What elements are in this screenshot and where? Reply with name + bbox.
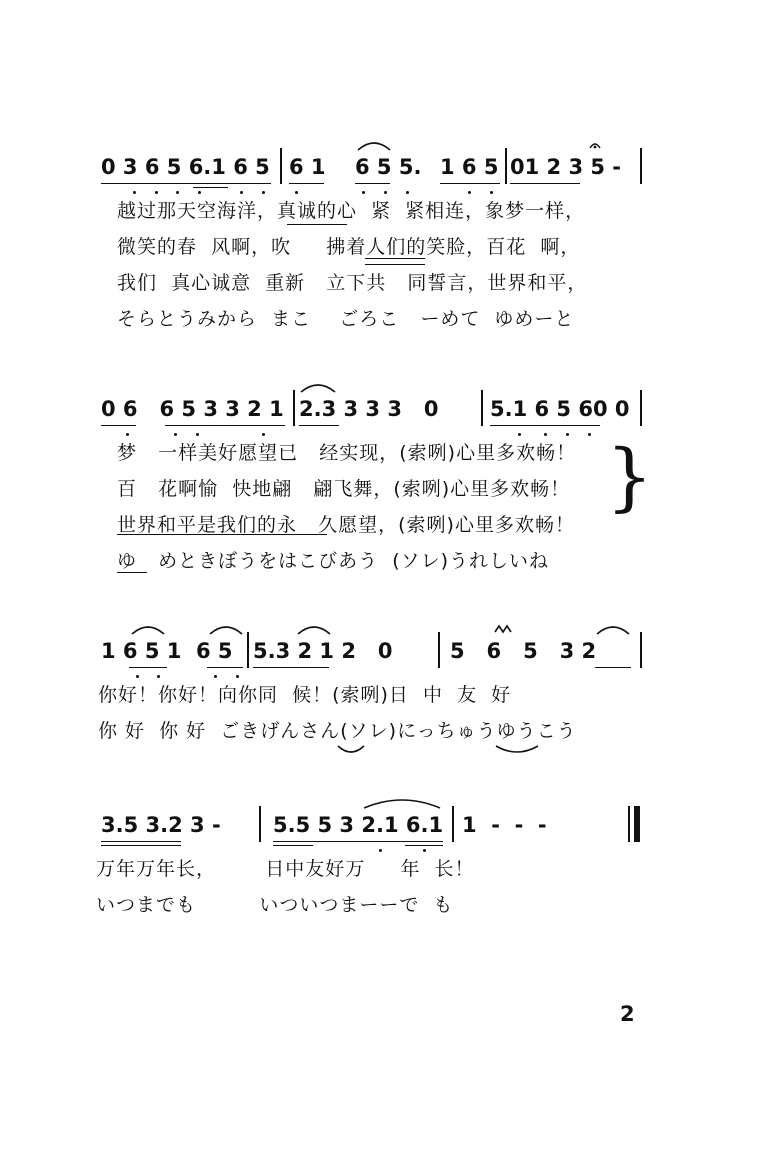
measure-notes: 0 3 6 5 6.1 6 5 — [101, 155, 270, 179]
lyric-line-4: ゆ めときぼうをはこびあう (ソレ)うれしいね — [117, 550, 550, 572]
measure-notes: 2.3 3 3 3 0 — [299, 397, 439, 421]
duration-underline — [289, 183, 324, 184]
page-number: 2 — [620, 1002, 635, 1026]
duration-underline — [595, 667, 631, 668]
notation-row — [0, 808, 771, 842]
duration-underline — [273, 845, 313, 846]
duration-underline — [193, 187, 228, 188]
final-barline — [634, 806, 640, 842]
lyric-line-1: 万年万年长， 日中友好万 年 长！ — [96, 858, 475, 880]
measure-notes: 6 5 5. — [355, 155, 422, 179]
octave-dot — [379, 849, 382, 852]
octave-dot — [566, 433, 569, 436]
duration-underline — [101, 841, 181, 842]
octave-dot — [126, 433, 129, 436]
duration-underline — [299, 425, 339, 426]
trill-mark — [494, 624, 514, 634]
duration-underline — [165, 425, 285, 426]
octave-dot — [240, 191, 243, 194]
fermata-mark — [588, 140, 602, 150]
octave-dot — [295, 191, 298, 194]
measure-notes: 3.5 3.2 3 - — [101, 813, 221, 837]
octave-dot — [196, 433, 199, 436]
octave-dot — [544, 433, 547, 436]
word-extension-line — [365, 264, 425, 265]
lyric-line-3: 我们 真心诚意 重新 立下共 同誓言，世界和平， — [117, 272, 588, 294]
octave-dot — [174, 433, 177, 436]
lyric-line-2: いつまでも いついつまーーで も — [96, 894, 454, 916]
barline — [438, 632, 440, 668]
lyric-line-1: 越过那天空海洋，真诚的心 紧 紧相连，象梦一样， — [117, 200, 586, 222]
notation-row — [0, 392, 771, 426]
barline — [640, 632, 642, 668]
slur — [130, 622, 166, 636]
octave-dot — [468, 191, 471, 194]
barline — [247, 632, 249, 668]
lyric-line-3: 世界和平是我们的永 久愿望，(索咧)心里多欢畅！ — [117, 514, 575, 536]
syllable-tie — [494, 744, 540, 756]
octave-dot — [362, 191, 365, 194]
duration-underline — [101, 425, 136, 426]
octave-dot — [157, 675, 160, 678]
measure-notes: 5.5 5 3 2.1 6.1 — [273, 813, 444, 837]
measure-notes: 5.3 2 1 2 0 — [253, 639, 393, 663]
octave-dot — [133, 191, 136, 194]
duration-underline — [101, 183, 271, 184]
lyric-line-1: 梦 一样美好愿望已 经实现，(索咧)心里多欢畅！ — [117, 442, 577, 464]
octave-dot — [384, 191, 387, 194]
lyric-line-2: 微笑的春 风啊，吹 拂着人们的笑脸，百花 啊， — [117, 236, 581, 258]
duration-underline — [490, 425, 600, 426]
barline — [280, 148, 282, 184]
barline — [628, 806, 630, 842]
measure-notes: 1 6 5 — [440, 155, 499, 179]
word-extension-line — [287, 224, 347, 225]
duration-underline — [129, 667, 167, 668]
slur — [595, 622, 631, 636]
octave-dot — [236, 675, 239, 678]
measure-notes: 01 2 3 5 - — [510, 155, 622, 179]
octave-dot — [214, 675, 217, 678]
lyric-line-2: 你 好 你 好 ごきげんさん(ソレ)にっちゅうゆうこう — [98, 720, 577, 742]
barline — [259, 806, 261, 842]
octave-dot — [198, 191, 201, 194]
measure-notes: 1 - - - — [462, 813, 547, 837]
verse-brace: } — [606, 434, 654, 520]
lyric-line-2: 百 花啊愉 快地翩 翩飞舞，(索咧)心里多欢畅！ — [117, 478, 571, 500]
lyric-line-4: そらとうみから まこ ごろこ ーめて ゆめーと — [117, 308, 575, 330]
octave-dot — [423, 849, 426, 852]
octave-dot — [262, 433, 265, 436]
barline — [481, 390, 483, 426]
duration-underline — [273, 841, 443, 842]
slur — [356, 138, 392, 152]
measure-notes: 6 1 — [289, 155, 326, 179]
octave-dot — [490, 191, 493, 194]
slur — [299, 380, 337, 394]
barline — [505, 148, 507, 184]
barline — [452, 806, 454, 842]
octave-dot — [588, 433, 591, 436]
octave-dot — [406, 191, 409, 194]
octave-dot — [518, 433, 521, 436]
notation-row — [0, 150, 771, 184]
slur — [208, 622, 244, 636]
notation-row — [0, 634, 771, 668]
duration-underline — [440, 183, 500, 184]
measure-notes: 1 6 5 1 6 5 — [101, 639, 233, 663]
slur — [362, 796, 442, 810]
duration-underline — [101, 845, 181, 846]
barline — [640, 390, 642, 426]
duration-underline — [355, 183, 390, 184]
slur — [296, 622, 332, 636]
barline — [640, 148, 642, 184]
word-extension-line — [117, 572, 147, 573]
octave-dot — [176, 191, 179, 194]
measure-notes: 5 6 5 3 2 — [450, 639, 597, 663]
word-extension-line — [117, 534, 327, 535]
word-extension-line — [365, 258, 425, 259]
barline — [293, 390, 295, 426]
measure-notes: 0 6 6 5 3 3 2 1 — [101, 397, 284, 421]
lyric-line-1: 你好！你好！向你同 候！(索咧)日 中 友 好 — [98, 684, 512, 706]
syllable-tie — [336, 744, 366, 756]
octave-dot — [136, 675, 139, 678]
duration-underline — [253, 667, 329, 668]
duration-underline — [207, 667, 243, 668]
measure-notes: 5.1 6 5 60 0 — [490, 397, 630, 421]
duration-underline — [510, 183, 580, 184]
duration-underline — [405, 845, 443, 846]
octave-dot — [155, 191, 158, 194]
octave-dot — [262, 191, 265, 194]
